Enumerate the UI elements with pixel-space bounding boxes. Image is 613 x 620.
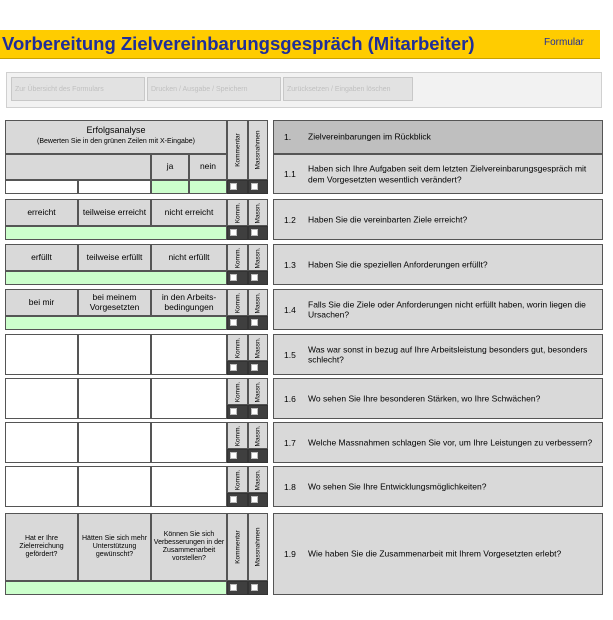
text-area-cell[interactable] [151, 334, 227, 375]
x-input-nein[interactable] [189, 180, 227, 194]
input-cell[interactable] [5, 180, 78, 194]
option-cell: nicht erreicht [151, 199, 227, 226]
text-area-cell[interactable] [5, 378, 78, 419]
kommentar-checkbox[interactable] [227, 271, 248, 285]
x-input-row[interactable] [5, 226, 227, 240]
text-area-cell[interactable] [151, 466, 227, 507]
option-ja: ja [151, 154, 189, 180]
massnahmen-checkbox[interactable] [248, 405, 268, 419]
question-row: 1.8 Wo sehen Sie Ihre Entwicklungsmöglichkeiten? [273, 466, 603, 507]
x-input-row[interactable] [5, 271, 227, 285]
massnahmen-checkbox[interactable] [248, 180, 268, 194]
overview-button[interactable]: Zur Übersicht des Formulars [11, 77, 145, 101]
kommentar-checkbox[interactable] [227, 581, 248, 595]
option-cell: Können Sie sich Verbesserungen in der Zusammenarbeit vorstellen? [151, 513, 227, 581]
text-area-cell[interactable] [5, 422, 78, 463]
option-cell: nicht erfüllt [151, 244, 227, 271]
x-input-row[interactable] [5, 581, 227, 595]
option-nein: nein [189, 154, 227, 180]
komm-label: Komm. [227, 334, 248, 361]
input-cell[interactable] [78, 180, 151, 194]
komm-label: Komm. [227, 244, 248, 271]
komm-label: Komm. [227, 378, 248, 405]
print-button[interactable]: Drucken / Ausgabe / Speichern [147, 77, 281, 101]
massn-label: Massn. [248, 334, 268, 361]
massn-label: Massn. [248, 378, 268, 405]
massnahmen-checkbox[interactable] [248, 226, 268, 240]
option-cell: bei mir [5, 289, 78, 316]
option-cell: Hätten Sie sich mehr Unterstützung gewünscht? [78, 513, 151, 581]
question-row: 1.3 Haben Sie die speziellen Anforderungen erfüllt? [273, 244, 603, 285]
option-cell: teilweise erfüllt [78, 244, 151, 271]
kommentar-checkbox[interactable] [227, 361, 248, 375]
massnahmen-checkbox[interactable] [248, 316, 268, 330]
question-row: 1.1 Haben sich Ihre Aufgaben seit dem letzten Zielvereinbarungsgespräch mit dem Vorgesetzten wesentlich verändert? [273, 154, 603, 194]
kommentar-checkbox[interactable] [227, 493, 248, 507]
massnahmen-header: Massnahmen [248, 120, 268, 180]
header-empty [5, 154, 151, 180]
massnahmen-checkbox[interactable] [248, 361, 268, 375]
kommentar-header: Kommentar [227, 120, 248, 180]
text-area-cell[interactable] [78, 334, 151, 375]
komm-label: Komm. [227, 289, 248, 316]
massn-label: Massn. [248, 422, 268, 449]
question-row: 1.9 Wie haben Sie die Zusammenarbeit mit Ihrem Vorgesetzten erlebt? [273, 513, 603, 595]
option-cell: Hat er Ihre Zielerreichung gefördert? [5, 513, 78, 581]
kommentar-checkbox[interactable] [227, 449, 248, 463]
reset-button[interactable]: Zurücksetzen / Eingaben löschen [283, 77, 413, 101]
option-cell: erreicht [5, 199, 78, 226]
question-row: 1.6 Wo sehen Sie Ihre besonderen Stärken, wo Ihre Schwächen? [273, 378, 603, 419]
option-cell: in den Arbeits-bedingungen [151, 289, 227, 316]
option-cell: bei meinem Vorgesetzten [78, 289, 151, 316]
komm-label: Komm. [227, 422, 248, 449]
massnahmen-checkbox[interactable] [248, 581, 268, 595]
title-banner [0, 30, 600, 59]
analysis-header [5, 120, 227, 154]
section-header: 1. Zielvereinbarungen im Rückblick [273, 120, 603, 154]
komm-label: Komm. [227, 466, 248, 493]
text-area-cell[interactable] [151, 378, 227, 419]
question-row: 1.2 Haben Sie die vereinbarten Ziele erreicht? [273, 199, 603, 240]
kommentar-checkbox[interactable] [227, 405, 248, 419]
komm-label: Komm. [227, 199, 248, 226]
x-input-ja[interactable] [151, 180, 189, 194]
text-area-cell[interactable] [5, 334, 78, 375]
massnahmen-header: Massnahmen [248, 513, 268, 581]
massn-label: Massn. [248, 289, 268, 316]
massn-label: Massn. [248, 244, 268, 271]
kommentar-checkbox[interactable] [227, 226, 248, 240]
toolbar [6, 72, 602, 108]
question-row: 1.5 Was war sonst in bezug auf Ihre Arbeitsleistung besonders gut, besonders schlecht? [273, 334, 603, 375]
analysis-title: Erfolgsanalyse [86, 125, 146, 135]
kommentar-checkbox[interactable] [227, 180, 248, 194]
question-row: 1.4 Falls Sie die Ziele oder Anforderungen nicht erfüllt haben, worin liegen die Ursachen? [273, 289, 603, 330]
massnahmen-checkbox[interactable] [248, 493, 268, 507]
massn-label: Massn. [248, 466, 268, 493]
page-title: Vorbereitung Zielvereinbarungsgespräch (Mitarbeiter) [2, 33, 475, 54]
form-label: Formular [543, 37, 584, 48]
massn-label: Massn. [248, 199, 268, 226]
text-area-cell[interactable] [151, 422, 227, 463]
text-area-cell[interactable] [78, 378, 151, 419]
option-cell: teilweise erreicht [78, 199, 151, 226]
kommentar-header: Kommentar [227, 513, 248, 581]
question-row: 1.7 Welche Massnahmen schlagen Sie vor, um Ihre Leistungen zu verbessern? [273, 422, 603, 463]
text-area-cell[interactable] [78, 466, 151, 507]
kommentar-checkbox[interactable] [227, 316, 248, 330]
text-area-cell[interactable] [5, 466, 78, 507]
text-area-cell[interactable] [78, 422, 151, 463]
massnahmen-checkbox[interactable] [248, 449, 268, 463]
x-input-row[interactable] [5, 316, 227, 330]
option-cell: erfüllt [5, 244, 78, 271]
section-title: Zielvereinbarungen im Rückblick [308, 131, 431, 142]
massnahmen-checkbox[interactable] [248, 271, 268, 285]
analysis-subtitle: (Bewerten Sie in den grünen Zeilen mit X-Eingabe) [37, 138, 195, 146]
